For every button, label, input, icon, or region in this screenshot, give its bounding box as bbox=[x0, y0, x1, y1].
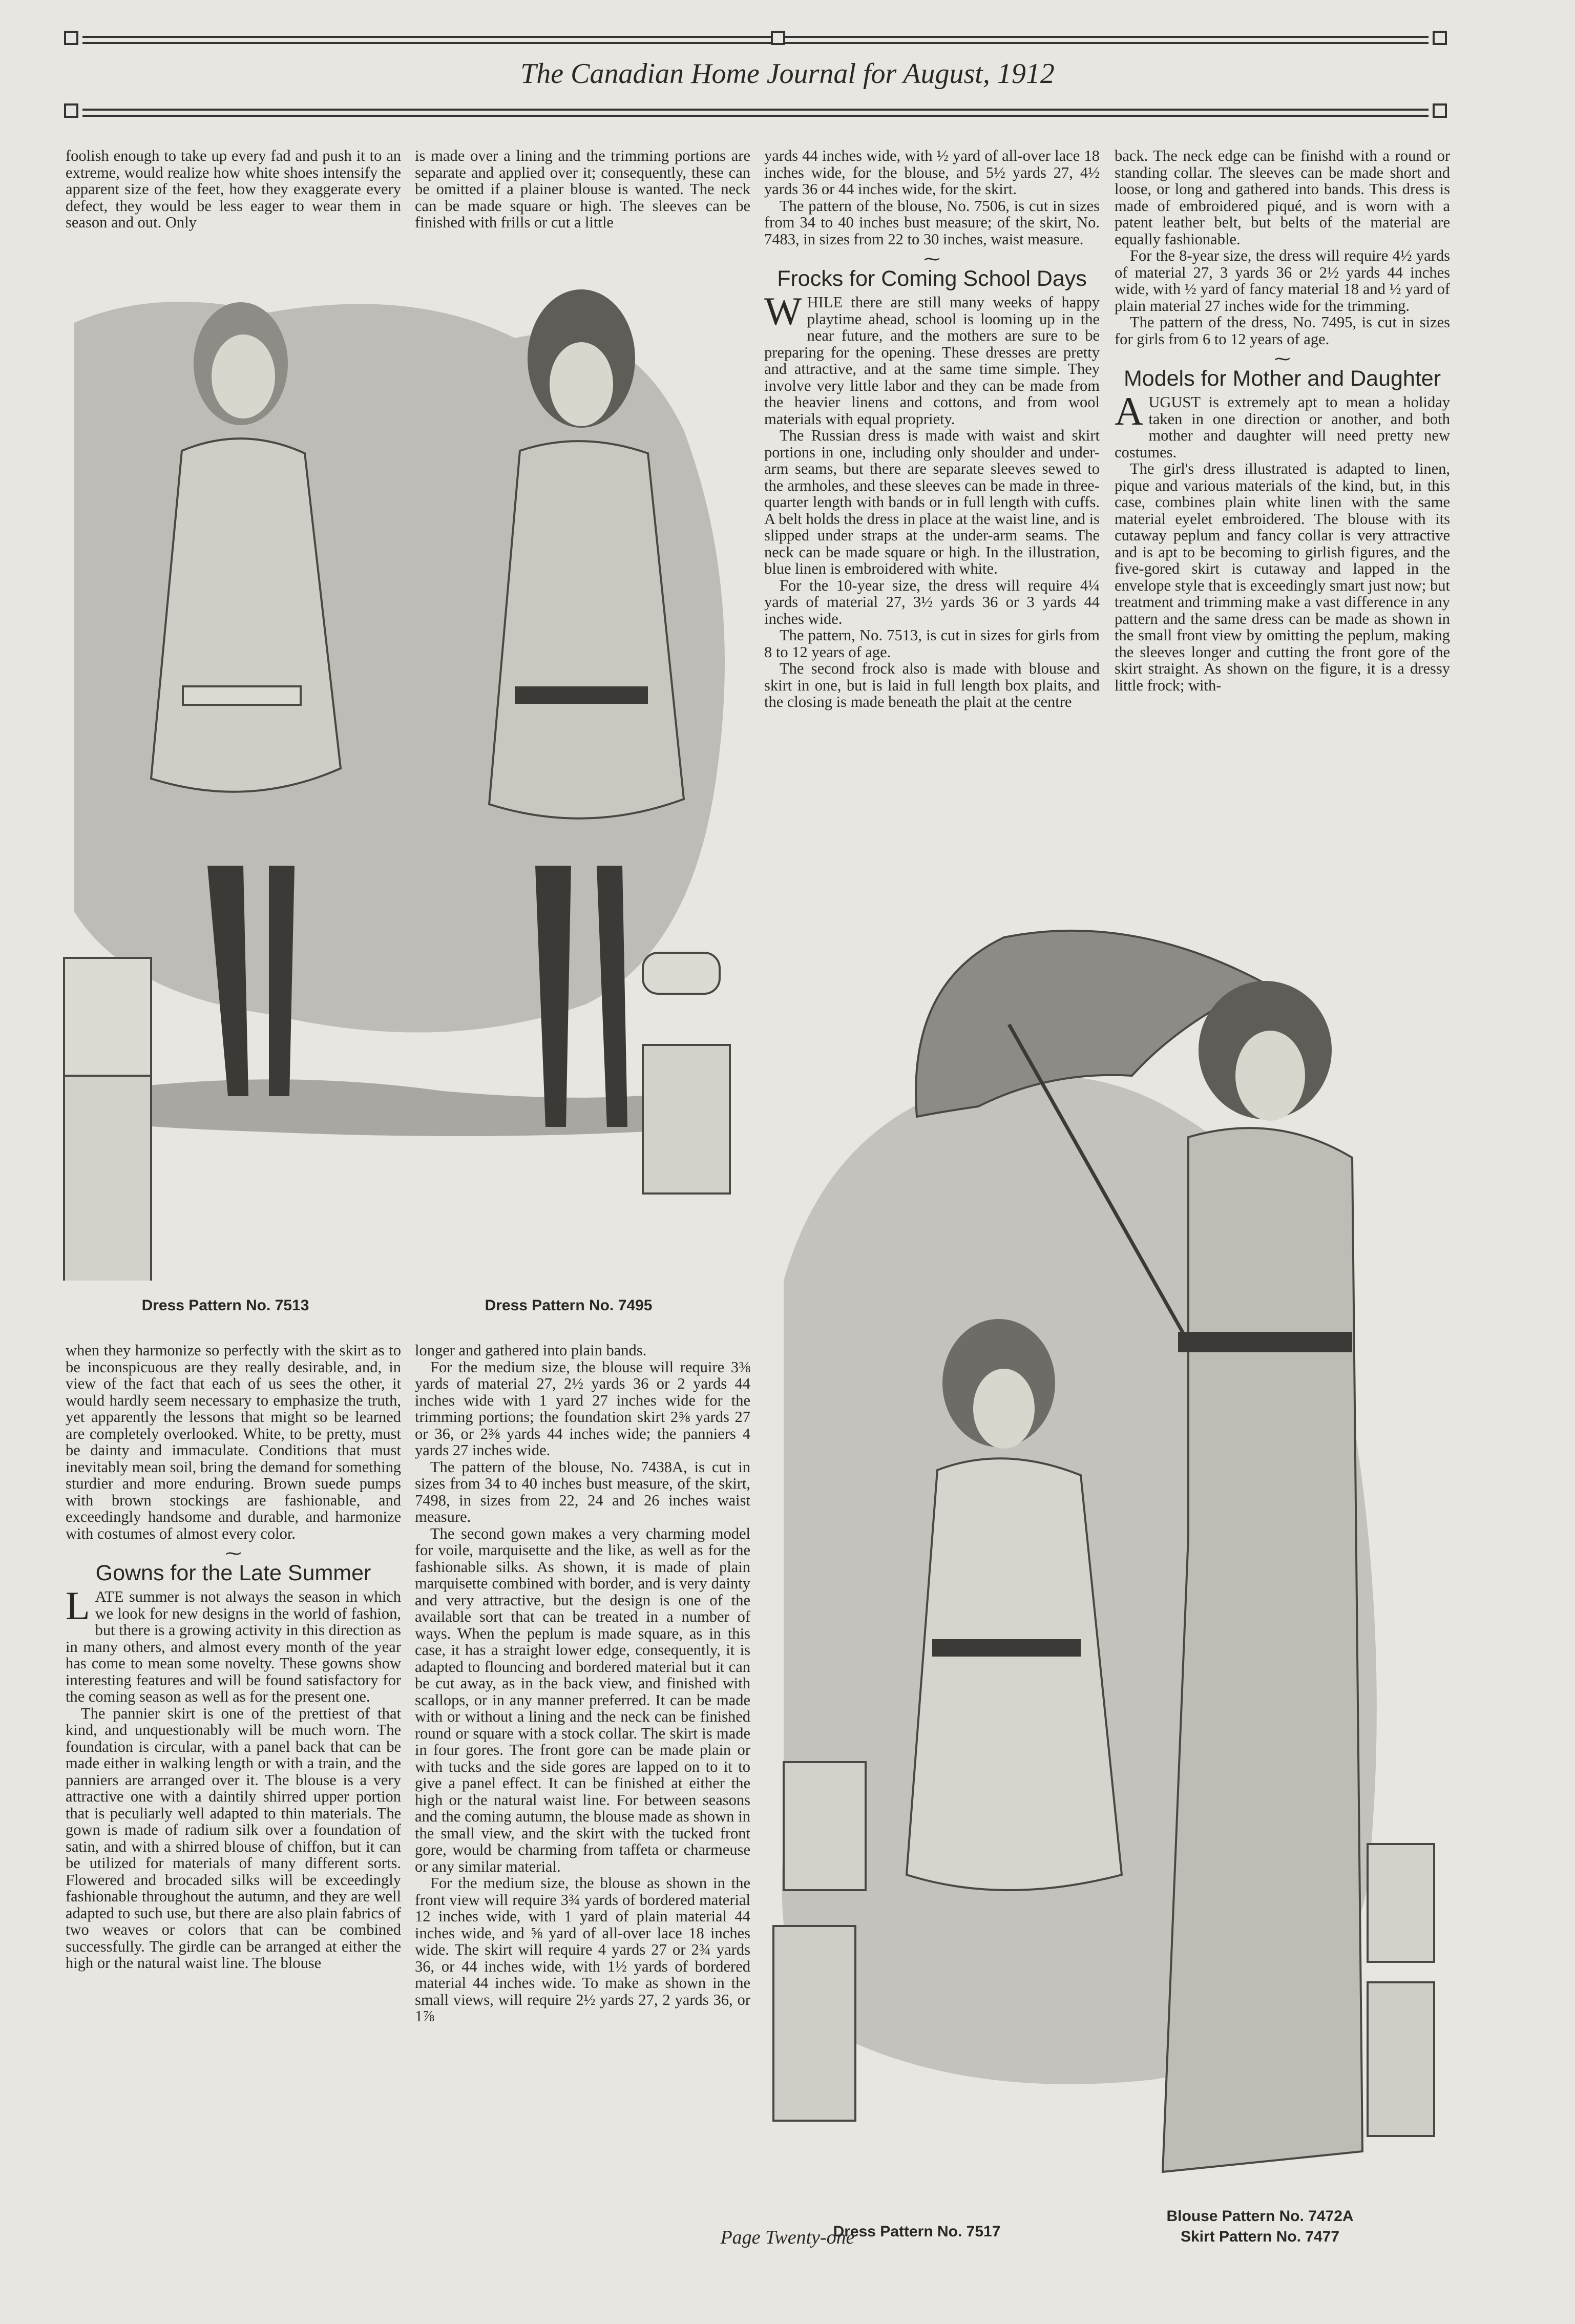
paragraph: The second frock also is made with blouse and skirt in one, but is laid in full length box plaits, and the closing is made beneath the plait at the centre bbox=[764, 660, 1100, 710]
section-ornament: ⁓ bbox=[1274, 349, 1291, 368]
paragraph: The second gown makes a very charming model for voile, marquisette and the like, as well as for the fashionable silks. As shown, it is made of plain marquisette combined with border, and is very dainty and very attractive, but the design is one of the available sort that can be treated in a number of ways. When the peplum is made square, as in this case, it has a straight lower edge, consequently, it is adapted to flouncing and bordered material but it can be cut away, as in the back view, and finished with scallops, or in any manner preferred. It can be made with or without a lining and the neck can be finished round or square with a stock collar. The skirt is made in four gores. The front gore can be made plain or with tucks and the side gores are lapped on to it to give a panel effect. It can be finished at either the high or the natural waist line. For between seasons and the coming autumn, the blouse made as shown in the small view, and the skirt with the tucked front gore, would be charming from taffeta or charmeuse or any similar material. bbox=[415, 1524, 750, 1875]
paragraph: For the 8-year size, the dress will require 4½ yards of material 27, 3 yards 36 or 2½ yards 44 inches wide, with ½ yard of fancy material 18 and ½ yard of plain material 27 inches wide for the trimming. bbox=[1115, 247, 1450, 315]
caption-dress-7513: Dress Pattern No. 7513 bbox=[141, 1297, 309, 1314]
column-4 bbox=[1115, 148, 1450, 694]
section-ornament: ⁓ bbox=[225, 1544, 242, 1562]
rule-ornament-left bbox=[64, 31, 78, 45]
paragraph: The pannier skirt is one of the prettiest of that kind, and unquestionably will be much worn. The foundation is circular, with a panel back that can be made either in walking length or with a train, and the panniers are arranged over it. The blouse is a very attractive one with a daintily shirred upper portion that is peculiarly well adapted to thin materials. The gown is made of radium silk over a foundation of satin, and with a shirred blouse of chiffon, but it can be utilized for materials of many different sorts. Flowered and brocaded silks will be exceedingly fashionable throughout the autumn, and they are well adapted to such use, but there are also plain fabrics of two weaves or colors that can be combined successfully. The girdle can be arranged at either the high or the natural waist line. The blouse bbox=[66, 1704, 401, 1972]
paragraph: AUGUST is extremely apt to mean a holiday taken in one direction or another, and both mother and daughter will need pretty new costumes. bbox=[1115, 389, 1450, 461]
drop-cap: L bbox=[66, 1583, 90, 1628]
illustration-school-dresses bbox=[54, 277, 745, 1281]
paragraph: yards 44 inches wide, with ½ yard of all-over lace 18 inches wide, for the blouse, and 5½ yards 27, 4½ yards 36 or 44 inches wide, for the skirt. bbox=[764, 147, 1100, 198]
rule-ornament-left bbox=[64, 103, 78, 118]
rule-ornament-center bbox=[771, 31, 785, 45]
paragraph: The pattern of the blouse, No. 7438A, is cut in sizes from 34 to 40 inches bust measure, of the skirt, 7498, in sizes from 22, 24 and 26 inches waist measure. bbox=[415, 1458, 750, 1525]
section-ornament: ⁓ bbox=[923, 249, 940, 268]
paragraph: The pattern of the blouse, No. 7506, is cut in sizes from 34 to 40 inches bust measure; of the skirt, No. 7483, in sizes from 22 to 30 inches, waist measure. bbox=[764, 197, 1100, 248]
column-2-bottom bbox=[415, 1342, 750, 2025]
section-heading: Gowns for the Late Summer bbox=[95, 1560, 371, 1585]
section-heading: Frocks for Coming School Days bbox=[777, 266, 1087, 291]
caption-dress-7495: Dress Pattern No. 7495 bbox=[485, 1297, 653, 1314]
drop-cap: W bbox=[764, 289, 802, 333]
paragraph: foolish enough to take up every fad and push it to an extreme, would realize how white shoes intensify the apparent size of the feet, how they exaggerate every defect, they would be less eager to wear them in season and out. Only bbox=[66, 147, 401, 231]
illustration-mother-daughter bbox=[763, 922, 1455, 2192]
caption-blouse-7472a: Blouse Pattern No. 7472A bbox=[1166, 2208, 1354, 2225]
caption-skirt-7477: Skirt Pattern No. 7477 bbox=[1180, 2228, 1340, 2245]
paragraph: The pattern, No. 7513, is cut in sizes for girls from 8 to 12 years of age. bbox=[764, 626, 1100, 661]
paragraph: The pattern of the dress, No. 7495, is cut in sizes for girls from 6 to 12 years of age. bbox=[1115, 313, 1450, 348]
paragraph: The Russian dress is made with waist and skirt portions in one, including only shoulder and under-arm seams, but there are separate sleeves sewed to the armholes, and these sleeves can be made in three-quarter length with bands or in full length with cuffs. A belt holds the dress in place at the waist line, and is slipped under straps at the under-arm seams. The neck can be made square or high. In the illustration, blue linen is embroidered with white. bbox=[764, 427, 1100, 577]
running-head: The Canadian Home Journal for August, 1912 bbox=[520, 58, 1055, 90]
page-number: Page Twenty-one bbox=[720, 2227, 855, 2248]
paragraph: The girl's dress illustrated is adapted to linen, pique and various materials of the kind, but, in this case, combines plain white linen with the same material eyelet embroidered. The blouse with its cutaway peplum and fancy collar is very attractive and is apt to be becoming to girlish figures, and the five-gored skirt is cutaway and lapped in the envelope style that is exceedingly smart just now; but treatment and trimming make a vast difference in any pattern and the same dress can be made as shown in the small front view by omitting the peplum, making the sleeves longer and cutting the front gore of the skirt straight. As shown on the figure, it is a dressy little frock; with- bbox=[1115, 460, 1450, 694]
paragraph: For the 10-year size, the dress will require 4¼ yards of material 27, 3½ yards 36 or 3 yards 44 inches wide. bbox=[764, 576, 1100, 627]
paragraph: when they harmonize so perfectly with the skirt as to be inconspicuous are they really desirable, and, in view of the fact that each of us sees the other, it would hardly seem necessary to emphasize the truth, yet apparently the lessons that might so be learned are completely overlooked. White, to be pretty, must be dainty and immaculate. Conditions that must inevitably mean soil, bring the demand for something sturdier and more enduring. Brown suede pumps with brown stockings are fashionable, and exceedingly handsome and durable, and harmonize with costumes of almost every color. bbox=[66, 1342, 401, 1542]
paragraph: For the medium size, the blouse will require 3⅜ yards of material 27, 2½ yards 36 or 2 yards 44 inches wide with 1 yard 27 inches wide for the trimming portions; the foundation skirt 2⅝ yards 27 or 36, or 2⅜ yards 44 inches wide; the panniers 4 yards 27 inches wide. bbox=[415, 1358, 750, 1459]
paragraph: longer and gathered into plain bands. bbox=[415, 1342, 647, 1359]
column-3 bbox=[764, 148, 1100, 710]
drop-cap: A bbox=[1115, 389, 1144, 433]
paragraph: LATE summer is not always the season in which we look for new designs in the world of fashion, but there is a growing activity in this direction as in many others, and almost every month of the year has come to mean some novelty. These gowns show interesting features and will be found satisfactory for the coming season as well as for the present one. bbox=[66, 1583, 401, 1705]
column-2-top bbox=[415, 148, 750, 231]
header-bottom-rule bbox=[64, 103, 1447, 122]
paragraph: is made over a lining and the trimming portions are separate and applied over it; consequently, these can be omitted if a plainer blouse is wanted. The neck can be made square or high. The sleeves can be finished with frills or cut a little bbox=[415, 147, 750, 231]
caption-dress-7517: Dress Pattern No. 7517 bbox=[833, 2223, 1001, 2240]
header-top-rule bbox=[64, 31, 1447, 49]
column-1-top bbox=[66, 148, 401, 231]
rule-ornament-right bbox=[1433, 103, 1447, 118]
rule-ornament-right bbox=[1433, 31, 1447, 45]
paragraph: WHILE there are still many weeks of happy playtime ahead, school is looming up in the near future, and the mothers are sure to be preparing for the opening. These dresses are pretty and attractive, and at the same time simple. They involve very little labor and they can be made from the heavier linens and cottons, and from wool materials with equal propriety. bbox=[764, 289, 1100, 428]
paragraph: back. The neck edge can be finishd with a round or standing collar. The sleeves can be made short and loose, or long and gathered into bands. This dress is made of embroidered piqué, and is worn with a patent leather belt, but belts of the material are equally fashionable. bbox=[1115, 147, 1450, 248]
section-heading: Models for Mother and Daughter bbox=[1123, 366, 1441, 391]
column-1-bottom bbox=[66, 1342, 401, 1972]
paragraph: For the medium size, the blouse as shown in the front view will require 3¾ yards of bordered material 12 inches wide, with 1 yard of plain material 44 inches wide, and ⅝ yard of all-over lace 18 inches wide. The skirt will require 4 yards 27 or 2¾ yards 36, or 44 inches wide, with 1½ yards of bordered material 44 inches wide. To make as shown in the small views, will require 2½ yards 27, 2 yards 36, or 1⅞ bbox=[415, 1874, 750, 2025]
